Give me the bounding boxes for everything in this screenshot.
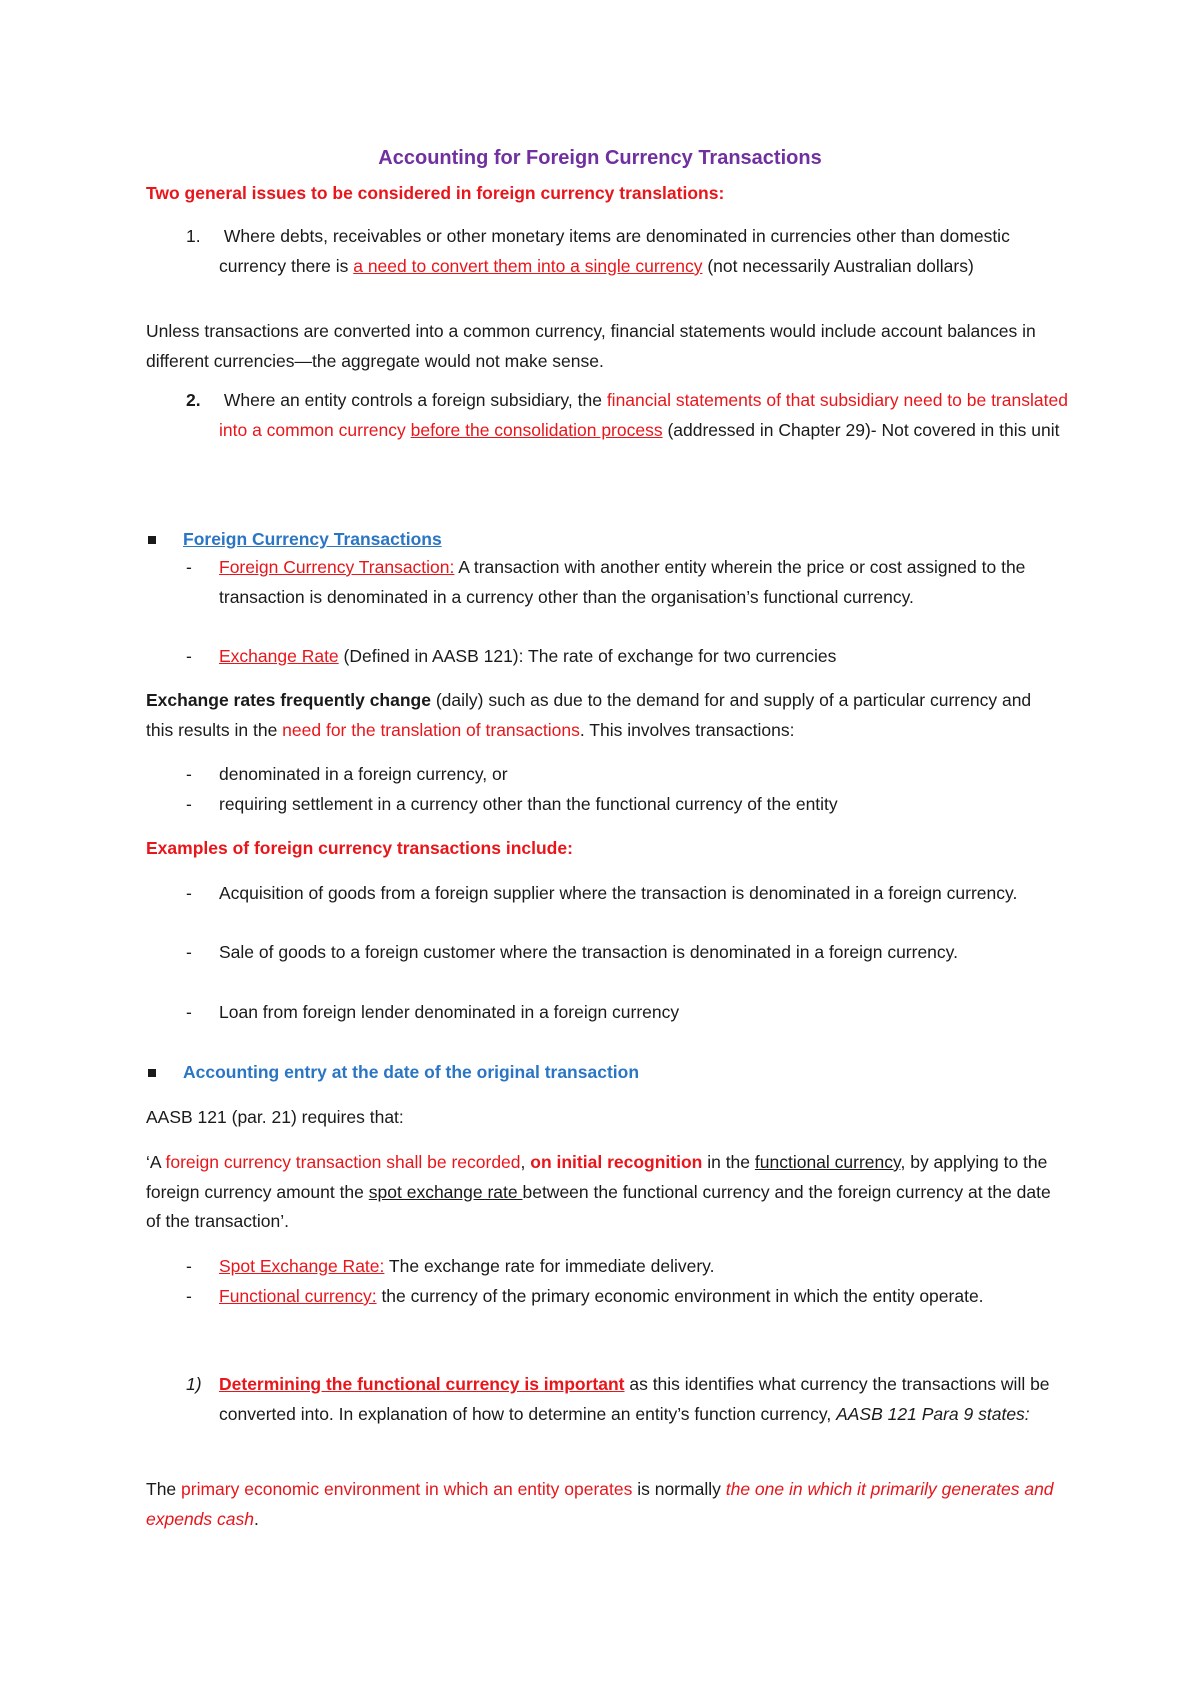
square-bullet-icon (148, 1069, 156, 1077)
list-item: denominated in a foreign currency, or (219, 764, 508, 784)
list-item: Acquisition of goods from a foreign supplier where the transaction is denominated in a foreign currency. (219, 883, 1018, 903)
highlight-text: primary economic environment in which an entity operates (181, 1479, 633, 1499)
highlight-text: before the consolidation process (410, 419, 663, 440)
unless-paragraph: Unless transactions are converted into a common currency, financial statements would include account balances in different currencies—the aggregate would not make sense. (146, 321, 1036, 371)
list-item: Sale of goods to a foreign customer where the transaction is denominated in a foreign currency. (219, 942, 958, 962)
aasb-requirement-line: AASB 121 (par. 21) requires that: (146, 1107, 404, 1127)
section-heading-accounting-entry: Accounting entry at the date of the original transaction (183, 1062, 640, 1082)
dash-bullet: - (186, 557, 192, 577)
aasb-quote-paragraph: ‘A foreign currency transaction shall be recorded, on initial recognition in the functional currency, by applying to the foreign currency amount the spot exchange rate between the functional currency and the foreign currency at the date of the transaction’. (146, 1152, 1051, 1231)
list-number: 1. (186, 226, 201, 246)
list-item: requiring settlement in a currency other than the functional currency of the entity (219, 794, 838, 814)
definition-spot-exchange-rate: Spot Exchange Rate: The exchange rate for immediate delivery. (219, 1256, 715, 1276)
section-heading-foreign-currency-transactions: Foreign Currency Transactions (183, 529, 442, 549)
definition-foreign-currency-transaction: Foreign Currency Transaction: A transaction with another entity wherein the price or cost assigned to the transaction is denominated in a currency other than the organisation’s functional currency. (219, 557, 1026, 607)
definition-term: Spot Exchange Rate: (219, 1256, 385, 1276)
definition-functional-currency: Functional currency: the currency of the primary economic environment in which the entity operate. (219, 1286, 984, 1306)
issue-one-paragraph: Where debts, receivables or other monetary items are denominated in currencies other than domestic currency there is a need to convert them into a single currency (not necessarily Australian dollars) (219, 226, 1010, 276)
dash-bullet: - (186, 942, 192, 962)
functional-currency-point: Determining the functional currency is important as this identifies what currency the transactions will be converted into. In explanation of how to determine an entity’s function currency, AASB 121 Para 9 states: (219, 1374, 1050, 1424)
dash-bullet: - (186, 883, 192, 903)
examples-heading: Examples of foreign currency transactions include: (146, 838, 573, 858)
highlight-text: Determining the functional currency is important (219, 1374, 625, 1394)
dash-bullet: - (186, 764, 192, 784)
highlight-text: the one in which it primarily generates and expends cash (146, 1479, 1054, 1529)
highlight-text: a need to convert them into a single currency (353, 255, 703, 276)
definition-term: Exchange Rate (219, 646, 339, 666)
issues-heading: Two general issues to be considered in foreign currency translations: (146, 183, 725, 203)
dash-bullet: - (186, 1256, 192, 1276)
dash-bullet: - (186, 1286, 192, 1306)
definition-term: Functional currency: (219, 1286, 377, 1306)
dash-bullet: - (186, 646, 192, 666)
dash-bullet: - (186, 794, 192, 814)
highlight-text: need for the translation of transactions (282, 719, 580, 740)
list-number: 2. (186, 390, 201, 410)
list-item: Loan from foreign lender denominated in a foreign currency (219, 1002, 680, 1022)
square-bullet-icon (148, 536, 156, 544)
highlight-text: financial statements of that subsidiary need to be translated into a common currency (219, 390, 1068, 440)
list-number: 1) (186, 1374, 202, 1394)
exchange-rates-paragraph: Exchange rates frequently change (daily) such as due to the demand for and supply of a particular currency and this results in the need for the translation of transactions. This involves transactions: (146, 690, 1032, 740)
dash-bullet: - (186, 1002, 192, 1022)
issue-two-paragraph: Where an entity controls a foreign subsidiary, the financial statements of that subsidiary need to be translated into a common currency before the consolidation process (addressed in Chapter 29)- Not covered in this unit (219, 390, 1068, 440)
definition-exchange-rate: Exchange Rate (Defined in AASB 121): The rate of exchange for two currencies (219, 646, 837, 666)
page-title: Accounting for Foreign Currency Transactions (378, 147, 822, 169)
definition-term: Foreign Currency Transaction: (219, 557, 455, 577)
final-paragraph: The primary economic environment in which an entity operates is normally the one in which it primarily generates and expends cash. (146, 1479, 1054, 1529)
